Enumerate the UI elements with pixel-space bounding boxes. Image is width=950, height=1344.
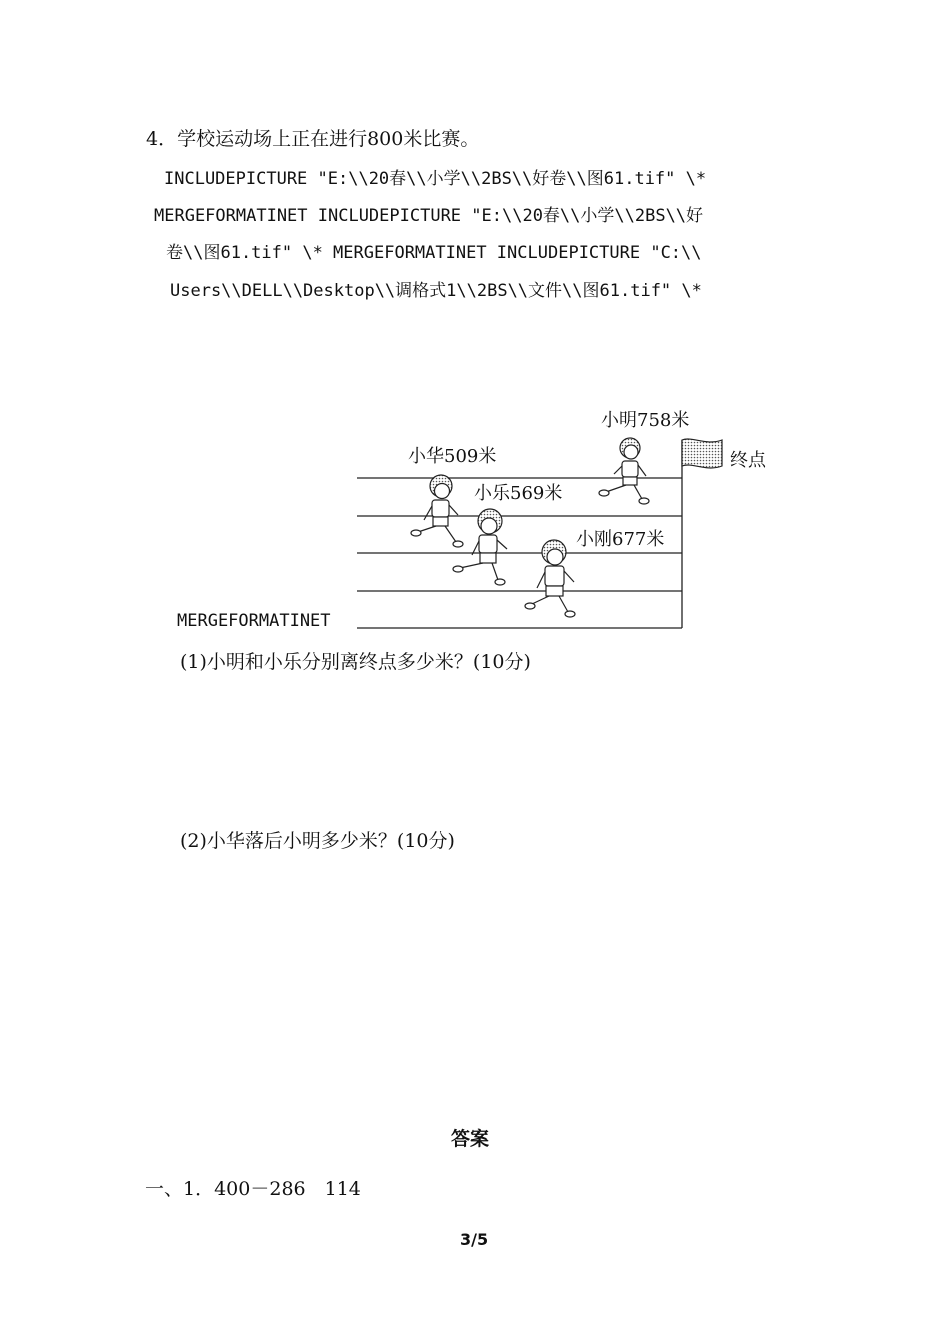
runner-label-xiaohua: 小华509米 — [408, 446, 497, 467]
answer-line-1: 一、1．400－286 114 — [145, 1178, 361, 1200]
page-number: 3/5 — [460, 1230, 489, 1249]
field-code-tail: MERGEFORMATINET — [177, 611, 331, 631]
sub-question-1: (1)小明和小乐分别离终点多少米？(10分) — [180, 651, 531, 673]
finish-label: 终点 — [730, 450, 766, 471]
question-heading: 4．学校运动场上正在进行800米比赛。 — [146, 128, 480, 150]
runner-xiaogang-icon — [525, 540, 575, 617]
field-code-line-3: 卷\\图61.tif" \* MERGEFORMATINET INCLUDEPICTURE "C:\\ — [166, 243, 702, 263]
runner-xiaoming-icon — [599, 438, 649, 504]
answers-title: 答案 — [451, 1128, 490, 1150]
runner-xiaohua-icon — [411, 475, 463, 547]
runner-label-xiaogang: 小刚677米 — [576, 529, 665, 550]
sub-question-2: (2)小华落后小明多少米？(10分) — [180, 830, 455, 852]
field-code-line-4: Users\\DELL\\Desktop\\调格式1\\2BS\\文件\\图61.tif" \* — [170, 281, 702, 301]
field-code-line-1: INCLUDEPICTURE "E:\\20春\\小学\\2BS\\好卷\\图61.tif" \* — [164, 169, 707, 189]
runner-label-xiaoming: 小明758米 — [601, 410, 690, 431]
finish-flag-icon — [682, 439, 722, 468]
runner-label-xiaole: 小乐569米 — [474, 483, 563, 504]
field-code-line-2: MERGEFORMATINET INCLUDEPICTURE "E:\\20春\\小学\\2BS\\好 — [154, 206, 704, 226]
